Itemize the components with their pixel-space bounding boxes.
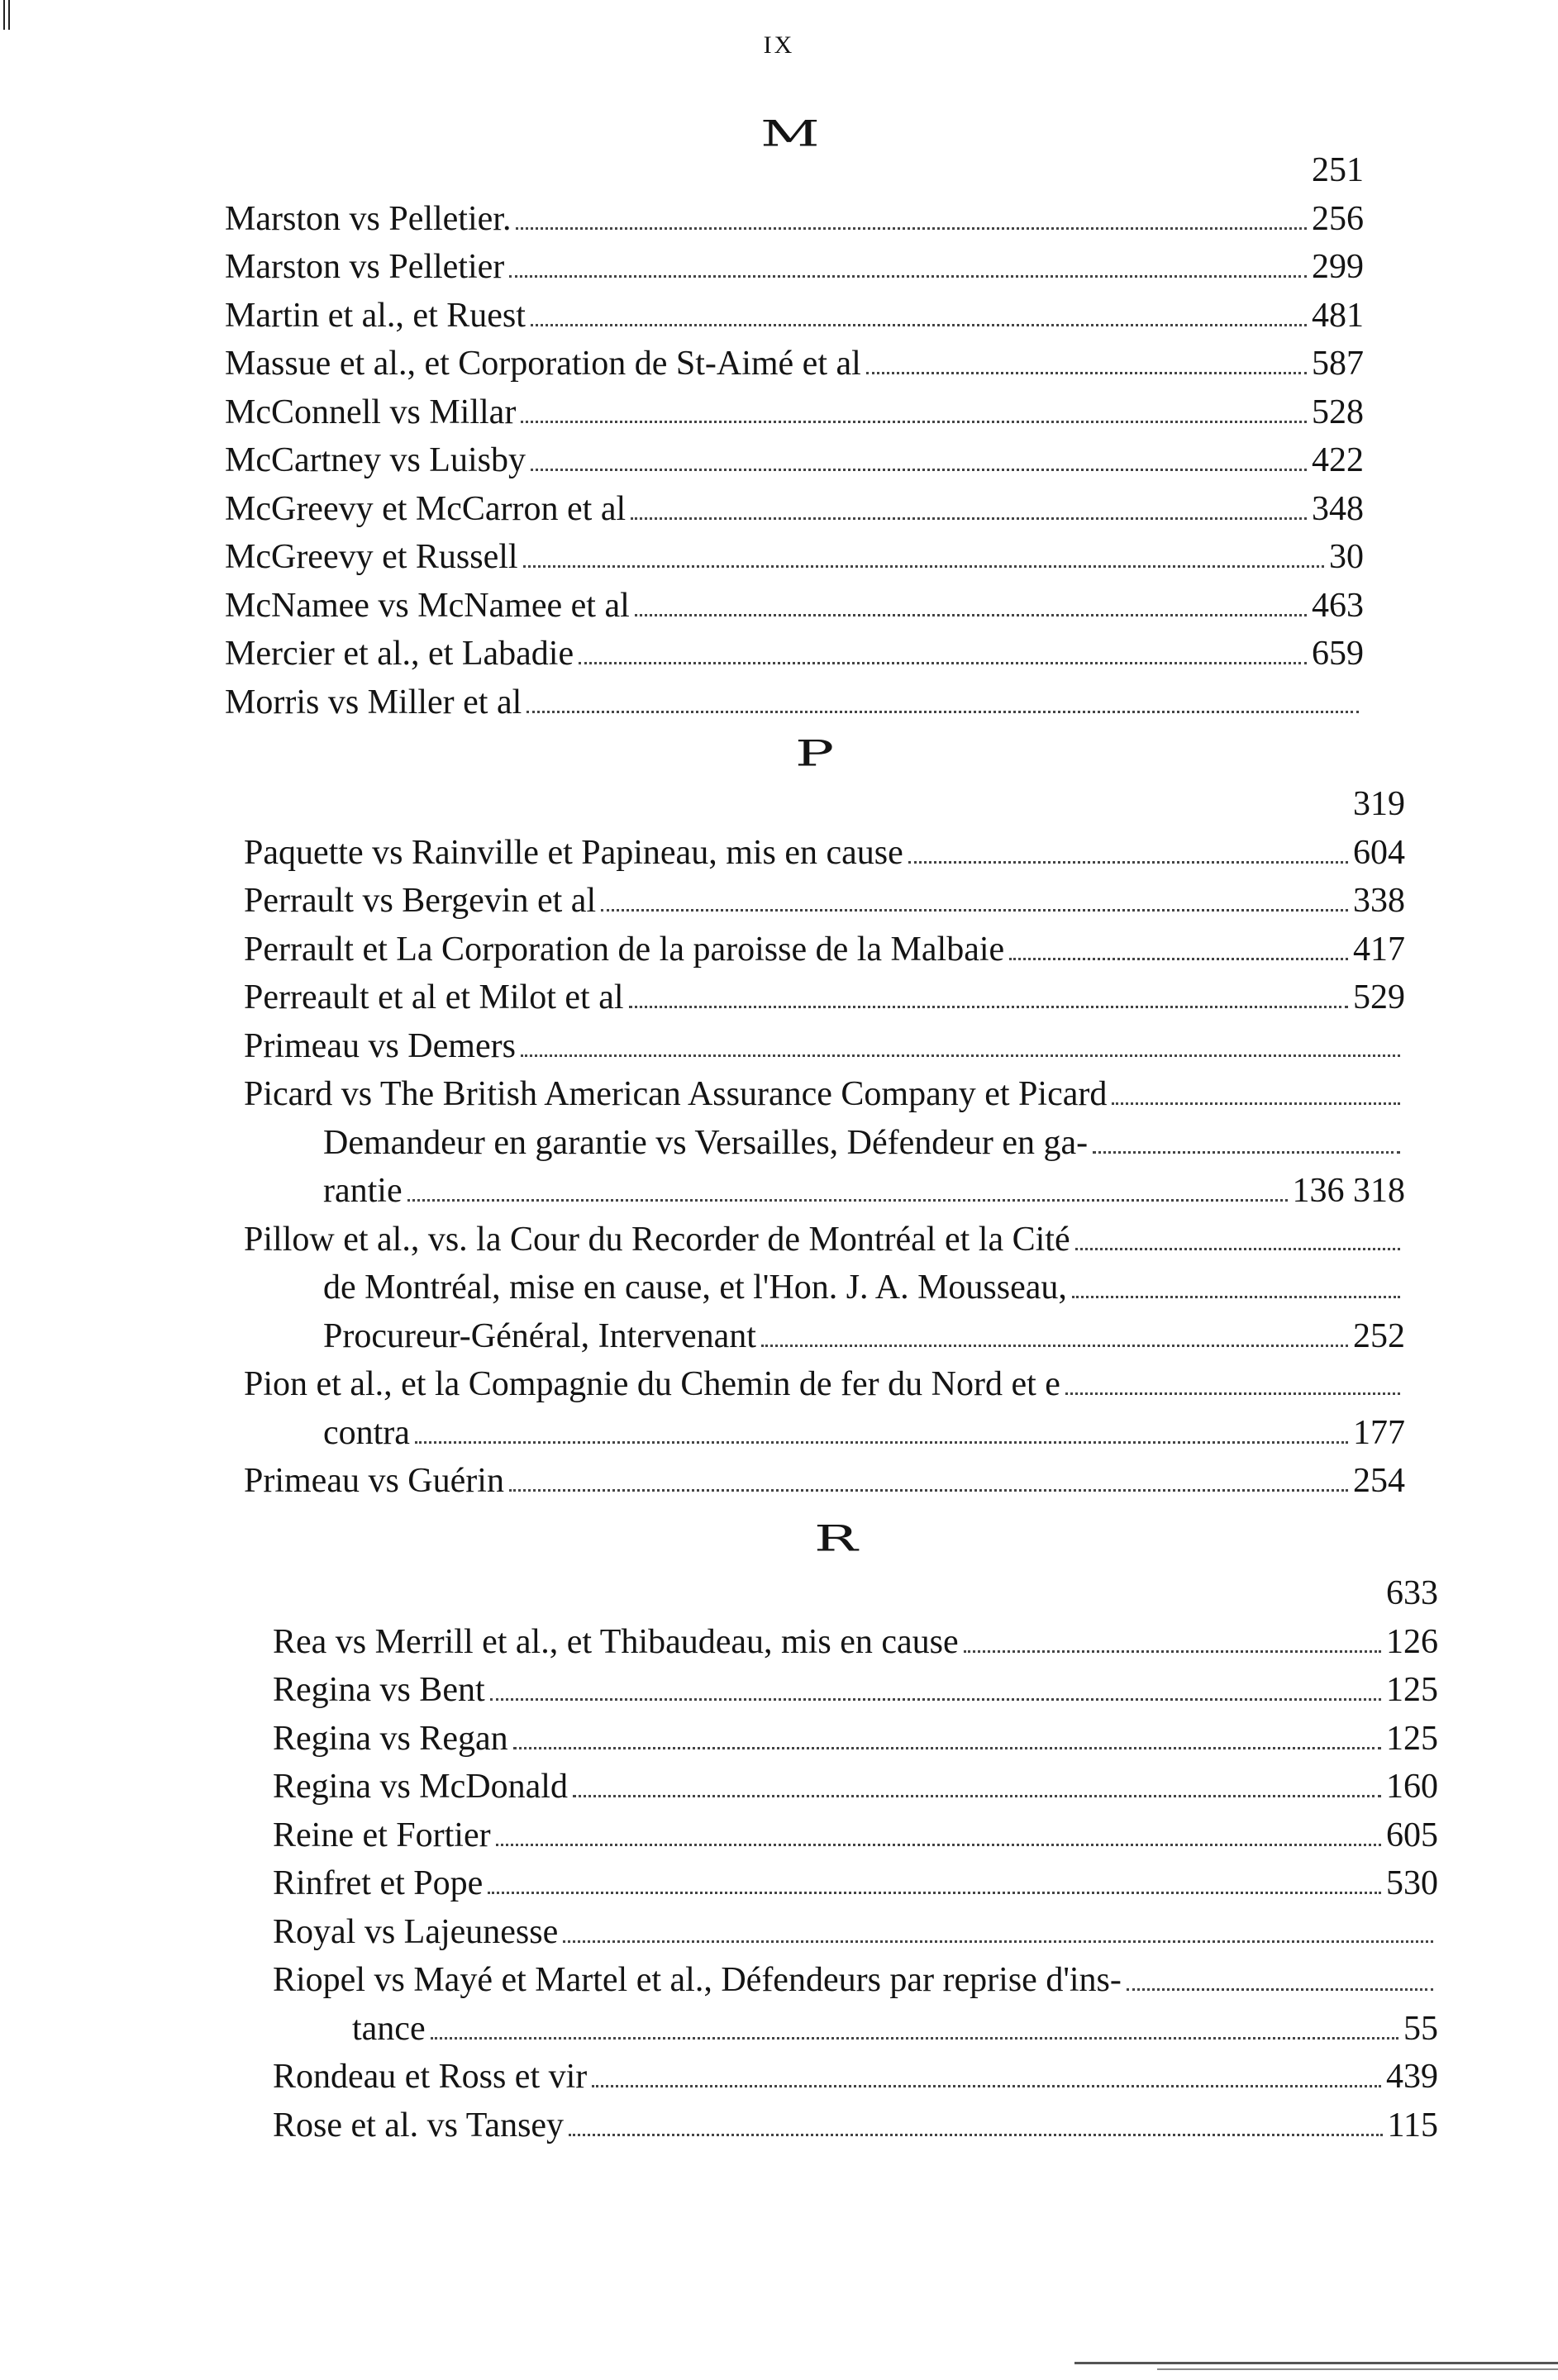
entry-text: Demandeur en garantie vs Versailles, Défendeur en ga- [323, 1123, 1089, 1162]
dot-leader [1065, 1392, 1400, 1395]
dot-leader [526, 711, 1359, 713]
entry-page: 126 [1386, 1622, 1438, 1661]
entry-page: 417 [1353, 930, 1405, 969]
index-entry [273, 1957, 1438, 2003]
entry-text: Pion et al., et la Compagnie du Chemin de fer du Nord et e [244, 1365, 1060, 1403]
index-entry [273, 1909, 1438, 1955]
dot-leader [516, 227, 1307, 230]
dot-leader [908, 861, 1348, 864]
dot-leader [407, 1199, 1288, 1202]
index-entry [273, 1716, 1438, 1762]
entry-text: Procureur-Général, Intervenant [323, 1316, 756, 1355]
dot-leader [1093, 1151, 1400, 1154]
entry-text: Primeau vs Demers [244, 1026, 516, 1065]
dot-leader [521, 1054, 1400, 1057]
index-entry [273, 1764, 1438, 1810]
dot-leader [1112, 1102, 1400, 1105]
entry-text: Rose et al. vs Tansey [273, 2106, 565, 2144]
entry-text: McGreevy et Russell [225, 538, 518, 576]
entry-text: Royal vs Lajeunesse [273, 1912, 559, 1951]
entry-page: 30 [1329, 538, 1364, 576]
footer-rule [1074, 2362, 1558, 2364]
entry-text: Marston vs Pelletier. [225, 199, 512, 238]
index-entry [244, 1168, 1405, 1214]
index-entry [225, 437, 1364, 483]
dot-leader [513, 1747, 1381, 1749]
entry-page: 125 [1386, 1719, 1438, 1758]
entry-text: contra [323, 1413, 410, 1452]
section-letter-r: R [814, 1517, 861, 1560]
index-entry [273, 1860, 1438, 1906]
entry-text: Regina vs Bent [273, 1671, 485, 1709]
entry-text: Primeau vs Guérin [244, 1462, 504, 1500]
index-entry [225, 389, 1364, 436]
entry-text: Picard vs The British American Assurance Company et Picard [244, 1075, 1108, 1113]
index-entry [244, 1264, 1405, 1311]
dot-leader [490, 1698, 1381, 1701]
entry-text: Martin et al., et Ruest [225, 296, 526, 335]
entry-text: McGreevy et McCarron et al [225, 489, 627, 528]
index-entry [225, 583, 1364, 629]
entry-text: Paquette vs Rainville et Papineau, mis en cause [244, 833, 903, 872]
entry-text: Mercier et al., et Labadie [225, 635, 574, 673]
entry-text: rantie [323, 1172, 403, 1210]
index-entry [244, 926, 1405, 973]
entry-page: 55 [1403, 2009, 1438, 2048]
entry-page: 659 [1312, 635, 1364, 673]
entry-page: 136 318 [1292, 1172, 1405, 1210]
entry-page: 338 [1353, 882, 1405, 920]
index-entry [273, 1667, 1438, 1713]
entry-page: 299 [1312, 248, 1364, 286]
entry-page: 529 [1353, 978, 1405, 1016]
index-entry [244, 1071, 1405, 1117]
dot-leader [1127, 1988, 1433, 1991]
entry-page: 604 [1353, 833, 1405, 872]
index-entry [273, 2006, 1438, 2052]
dot-leader [415, 1441, 1348, 1444]
entry-page: 254 [1353, 1462, 1405, 1500]
entry-text: Regina vs McDonald [273, 1768, 568, 1806]
dot-leader [635, 614, 1307, 616]
entry-page: 587 [1312, 345, 1364, 383]
index-entry [273, 1619, 1438, 1665]
index-entry [225, 340, 1364, 387]
index-entry [273, 1812, 1438, 1859]
index-entry [244, 1313, 1405, 1359]
index-entry [225, 196, 1364, 242]
entry-text: McNamee vs McNamee et al [225, 586, 630, 625]
entry-text: Pillow et al., vs. la Cour du Recorder de Montréal et la Cité [244, 1220, 1070, 1259]
entry-page: 422 [1312, 441, 1364, 479]
entry-text: Riopel vs Mayé et Martel et al., Défendeurs par reprise d'ins- [273, 1961, 1122, 1999]
index-entry [244, 1458, 1405, 1504]
entry-text: Regina vs Regan [273, 1719, 508, 1758]
section-letter-m: M [760, 112, 823, 155]
entry-text: Rea vs Merrill et al., et Thibaudeau, mis en cause [273, 1622, 959, 1661]
index-entry [244, 1120, 1405, 1166]
entry-page: 160 [1386, 1768, 1438, 1806]
entry-page: 633 [1386, 1574, 1438, 1612]
dot-leader [431, 2037, 1398, 2040]
entry-page: 115 [1387, 2106, 1438, 2144]
entry-text: Perrault vs Bergevin et al [244, 882, 597, 920]
dot-leader [601, 909, 1348, 912]
index-entry [225, 244, 1364, 290]
entry-text: Rinfret et Pope [273, 1864, 484, 1902]
entry-page: 256 [1312, 199, 1364, 238]
section-letter-p: P [795, 732, 838, 775]
dot-leader [521, 421, 1307, 423]
index-entry [225, 147, 1364, 193]
index-entry [244, 781, 1405, 827]
dot-leader [1072, 1296, 1400, 1298]
dot-leader [563, 1940, 1433, 1943]
dot-leader [866, 372, 1307, 374]
entry-text: McCartney vs Luisby [225, 441, 526, 479]
footer-rule-secondary [1157, 2368, 1558, 2370]
entry-text: Reine et Fortier [273, 1816, 491, 1854]
dot-leader [1075, 1248, 1400, 1250]
entry-text: de Montréal, mise en cause, et l'Hon. J. A. Mousseau, [323, 1269, 1067, 1307]
dot-leader [509, 1489, 1348, 1492]
page-number: IX [763, 31, 795, 59]
index-entry [244, 974, 1405, 1021]
dot-leader [488, 1892, 1381, 1894]
dot-leader [761, 1345, 1348, 1347]
index-entry [244, 1216, 1405, 1263]
entry-page: 177 [1353, 1413, 1405, 1452]
dot-leader [496, 1844, 1381, 1846]
margin-mark [3, 0, 13, 31]
entry-page: 348 [1312, 489, 1364, 528]
index-entry [225, 679, 1364, 726]
entry-text: Morris vs Miller et al [225, 683, 522, 721]
index-entry [244, 1361, 1405, 1407]
index-entry [225, 486, 1364, 532]
entry-text: Rondeau et Ross et vir [273, 2058, 588, 2096]
index-entry [273, 2102, 1438, 2149]
dot-leader [573, 1795, 1381, 1797]
index-entry [225, 293, 1364, 339]
entry-text: Marston vs Pelletier [225, 248, 505, 286]
entry-text: McConnell vs Millar [225, 393, 517, 431]
dot-leader [531, 324, 1307, 326]
dot-leader [592, 2085, 1381, 2087]
dot-leader [964, 1650, 1381, 1653]
index-entry [244, 830, 1405, 876]
entry-text: Massue et al., et Corporation de St-Aimé et al [225, 345, 861, 383]
index-entry [273, 2054, 1438, 2100]
index-entry [244, 1023, 1405, 1069]
index-entry [244, 878, 1405, 924]
entry-page: 252 [1353, 1316, 1405, 1355]
entry-page: 251 [1312, 151, 1364, 189]
entry-page: 439 [1386, 2058, 1438, 2096]
dot-leader [1009, 958, 1348, 960]
entry-page: 481 [1312, 296, 1364, 335]
entry-page: 528 [1312, 393, 1364, 431]
entry-page: 463 [1312, 586, 1364, 625]
entry-text: Perrault et La Corporation de la paroisse de la Malbaie [244, 930, 1005, 969]
index-entry [225, 631, 1364, 677]
dot-leader [523, 565, 1324, 568]
entry-page: 319 [1353, 785, 1405, 823]
entry-text: Perreault et al et Milot et al [244, 978, 624, 1016]
dot-leader [631, 517, 1307, 520]
dot-leader [569, 2134, 1382, 2136]
entry-page: 530 [1386, 1864, 1438, 1902]
index-entry [273, 1570, 1438, 1616]
entry-page: 605 [1386, 1816, 1438, 1854]
dot-leader [629, 1006, 1349, 1008]
entry-text: tance [352, 2009, 426, 2048]
dot-leader [579, 662, 1307, 664]
entry-page: 125 [1386, 1671, 1438, 1709]
dot-leader [509, 275, 1307, 278]
index-entry [244, 1410, 1405, 1456]
dot-leader [531, 469, 1307, 471]
index-entry [225, 534, 1364, 580]
